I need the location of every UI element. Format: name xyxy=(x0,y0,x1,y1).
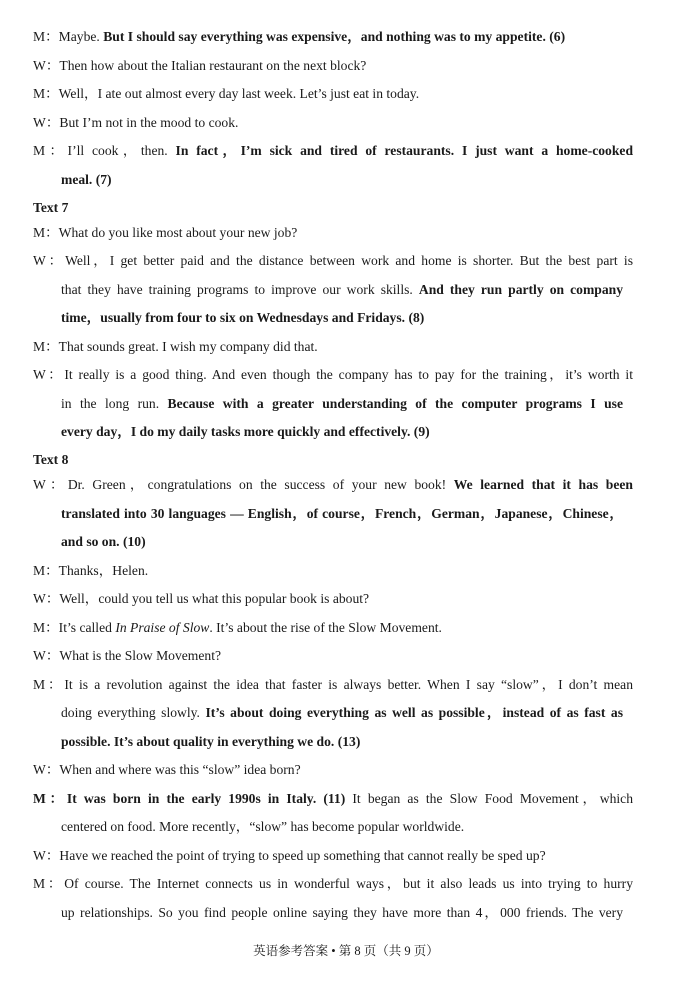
text-run: and so on. (10) xyxy=(61,534,146,549)
dialogue-line xyxy=(33,57,633,75)
dialogue-line xyxy=(33,847,633,865)
text-run: It’s about doing everything as well as possible，instead of as fast as xyxy=(205,705,623,720)
text-run: M：What do you like most about your new job? xyxy=(33,225,298,240)
text-run: We learned that it has been xyxy=(453,477,633,492)
dialogue-line-continued xyxy=(61,904,623,922)
text-run: M：Of course. The Internet connects us in wonderful ways，but it also leads us into trying to hurry xyxy=(33,876,633,891)
dialogue-line xyxy=(33,790,633,808)
dialogue-line xyxy=(33,676,633,694)
section-heading xyxy=(33,199,633,217)
dialogue-line xyxy=(33,647,633,665)
text-run: W：When and where was this “slow” idea born? xyxy=(33,762,301,777)
text-run: centered on food. More recently，“slow” has become popular worldwide. xyxy=(61,819,465,834)
dialogue-line xyxy=(33,590,633,608)
text-run: W：But I’m not in the mood to cook. xyxy=(33,115,239,130)
text-run: And they run partly on company xyxy=(418,282,623,297)
dialogue-line-continued xyxy=(61,171,623,189)
dialogue-line xyxy=(33,366,633,384)
text-run: M： xyxy=(33,791,67,806)
text-run: But I should say everything was expensive，and nothing was to my appetite. (6) xyxy=(103,29,566,44)
text-run: It was born in the early 1990s in Italy. (11) xyxy=(66,791,346,806)
text-run: every day，I do my daily tasks more quickly and effectively. (9) xyxy=(61,424,430,439)
text-run: possible. It’s about quality in everything we do. (13) xyxy=(61,734,361,749)
dialogue-line xyxy=(33,224,633,242)
dialogue-line-continued xyxy=(61,704,623,722)
dialogue-line-continued xyxy=(61,733,623,751)
text-run: M：That sounds great. I wish my company did that. xyxy=(33,339,318,354)
text-run: It began as the Slow Food Movement，which xyxy=(345,791,634,806)
text-run: M：It is a revolution against the idea that faster is always better. When I say “slow”，I don’t mean xyxy=(33,677,633,692)
dialogue-line xyxy=(33,252,633,270)
section-heading xyxy=(33,451,633,469)
dialogue-line-continued xyxy=(61,533,623,551)
text-run: translated into 30 languages — English，of course，French，German，Japanese，Chinese， xyxy=(61,506,623,521)
text-run: . It’s about the rise of the Slow Movement. xyxy=(209,620,442,635)
dialogue-line-continued xyxy=(61,281,623,299)
dialogue-line-continued xyxy=(61,818,623,836)
dialogue-line xyxy=(33,875,633,893)
dialogue-line xyxy=(33,142,633,160)
dialogue-line xyxy=(33,761,633,779)
text-run: W：Dr. Green，congratulations on the success of your new book! xyxy=(33,477,454,492)
text-run: W：Then how about the Italian restaurant on the next block? xyxy=(33,58,367,73)
dialogue-line xyxy=(33,476,633,494)
text-run: up relationships. So you find people online saying they have more than 4，000 friends. The very xyxy=(61,905,623,920)
text-run: Because with a greater understanding of the computer programs I use xyxy=(167,396,623,411)
dialogue-line xyxy=(33,114,633,132)
text-run: W：Have we reached the point of trying to speed up something that cannot really be sped up? xyxy=(33,848,546,863)
text-run: Text 7 xyxy=(33,200,69,215)
text-run: doing everything slowly. xyxy=(61,705,206,720)
dialogue-line-continued xyxy=(61,423,623,441)
text-run: that they have training programs to improve our work skills. xyxy=(61,282,419,297)
text-run: M：Maybe. xyxy=(33,29,104,44)
page-footer: 英语参考答案 • 第 8 页（共 9 页） xyxy=(253,944,439,958)
dialogue-line xyxy=(33,619,633,637)
text-run: M：Thanks，Helen. xyxy=(33,563,149,578)
text-run: W：Well，I get better paid and the distance between work and home is shorter. But the best part is xyxy=(33,253,633,268)
text-run: in the long run. xyxy=(61,396,168,411)
text-run: Text 8 xyxy=(33,452,69,467)
text-run: In Praise of Slow xyxy=(115,620,210,635)
text-run: M：It’s called xyxy=(33,620,116,635)
text-run: time，usually from four to six on Wednesdays and Fridays. (8) xyxy=(61,310,425,325)
text-run: W：Well，could you tell us what this popular book is about? xyxy=(33,591,370,606)
text-run: M：I’ll cook，then. xyxy=(33,143,176,158)
dialogue-line-continued xyxy=(61,309,623,327)
dialogue-line-continued xyxy=(61,505,623,523)
text-run: meal. (7) xyxy=(61,172,112,187)
text-run: W：It really is a good thing. And even though the company has to pay for the training，it’s worth it xyxy=(33,367,633,382)
dialogue-line-continued xyxy=(61,395,623,413)
text-run: W：What is the Slow Movement? xyxy=(33,648,222,663)
dialogue-line xyxy=(33,85,633,103)
text-run: In fact，I’m sick and tired of restaurants. I just want a home-cooked xyxy=(175,143,633,158)
text-run: M：Well，I ate out almost every day last week. Let’s just eat in today. xyxy=(33,86,420,101)
dialogue-line xyxy=(33,562,633,580)
dialogue-line xyxy=(33,338,633,356)
dialogue-line xyxy=(33,28,633,46)
